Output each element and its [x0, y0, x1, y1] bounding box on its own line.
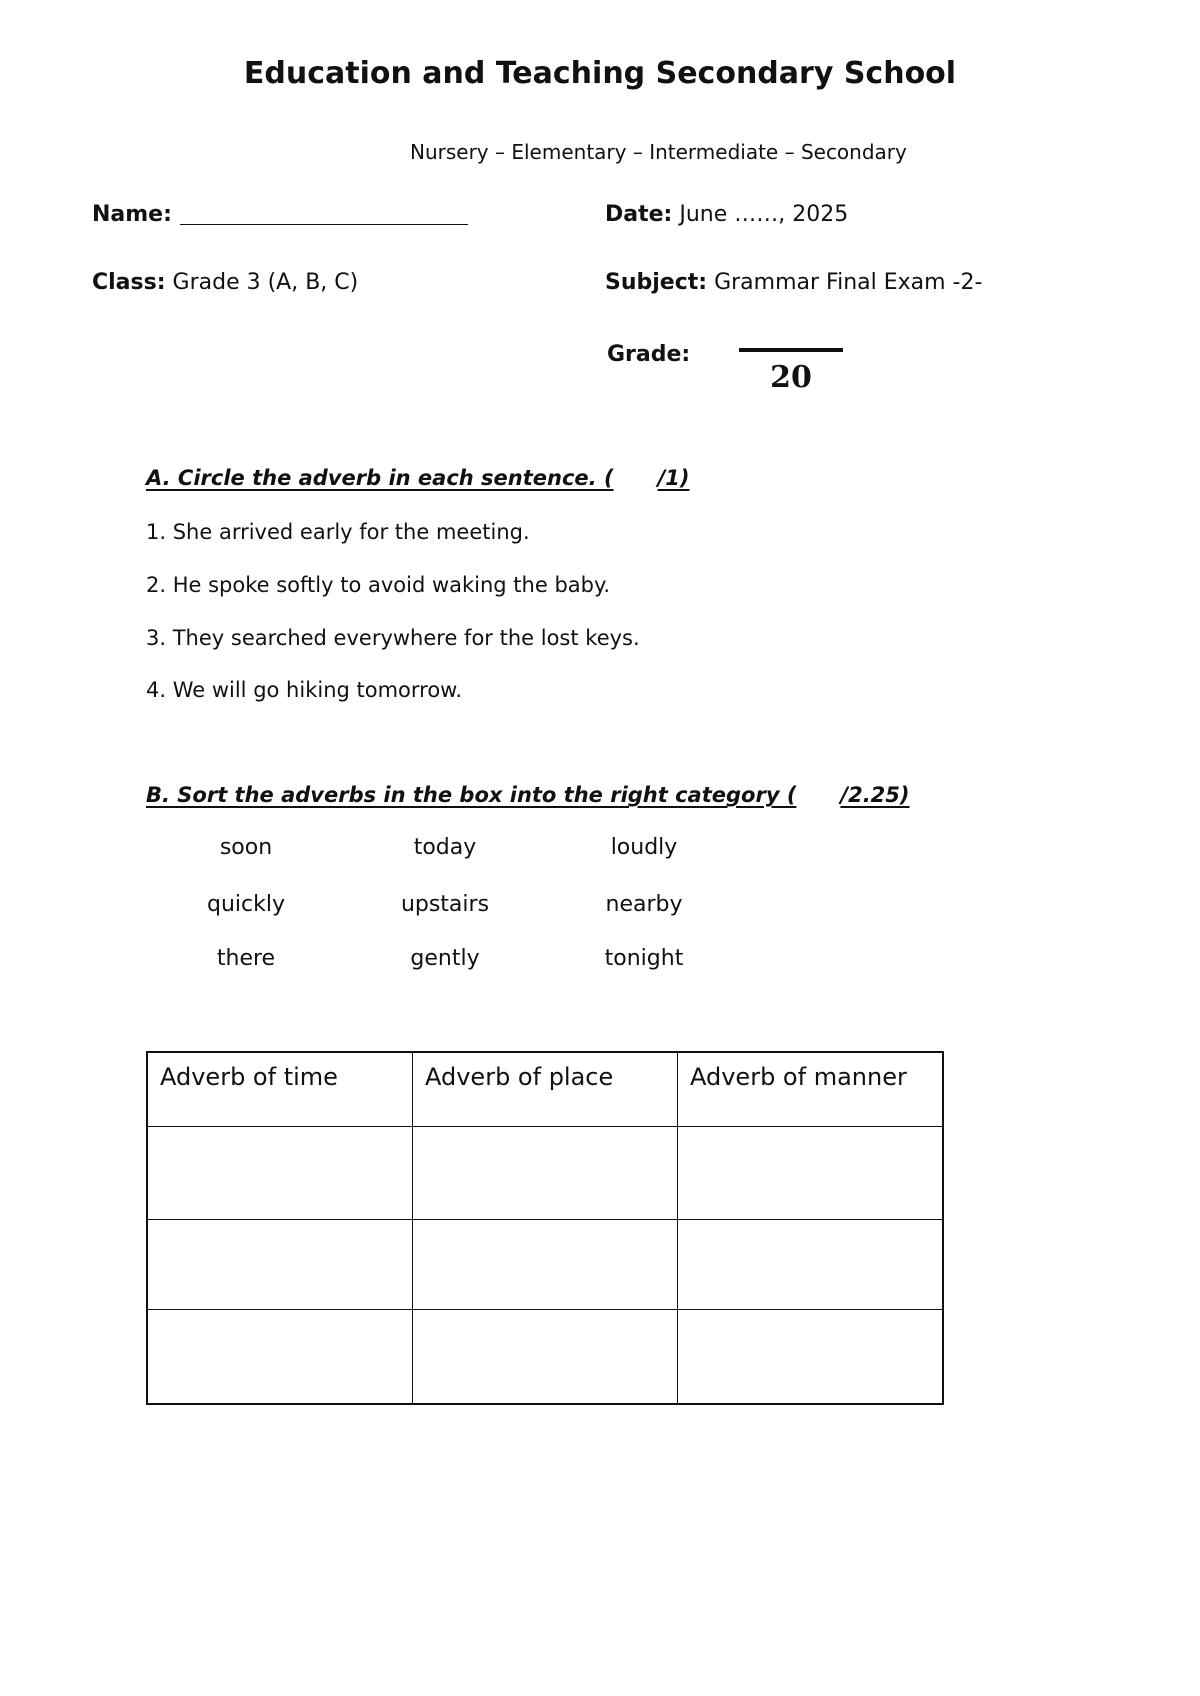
- table-header-row: [147, 1052, 943, 1127]
- header-adverb-of-manner: Adverb of manner: [690, 1063, 907, 1091]
- header-adverb-of-place: Adverb of place: [425, 1063, 614, 1091]
- answer-cell[interactable]: [678, 1220, 944, 1310]
- answer-cell[interactable]: [147, 1310, 413, 1405]
- date-value: June ……, 2025: [679, 202, 849, 227]
- answer-cell[interactable]: [678, 1310, 944, 1405]
- answer-cell[interactable]: [678, 1127, 944, 1220]
- sentence-1[interactable]: 1. She arrived early for the meeting.: [146, 520, 530, 544]
- grade-fraction-line: [739, 348, 843, 352]
- class-field: [92, 270, 358, 295]
- sentence-3[interactable]: 3. They searched everywhere for the lost keys.: [146, 626, 640, 650]
- section-a-heading-text: A. Circle the adverb in each sentence. (: [146, 466, 614, 490]
- class-value: Grade 3 (A, B, C): [172, 270, 359, 295]
- answer-cell[interactable]: [147, 1220, 413, 1310]
- subject-label: Subject:: [605, 270, 708, 295]
- word-box-item: nearby: [605, 892, 683, 917]
- header-adverb-of-time: Adverb of time: [160, 1063, 338, 1091]
- adverb-sort-table: [146, 1051, 944, 1405]
- word-box-item: upstairs: [400, 892, 490, 917]
- grade-total: 20: [770, 360, 812, 395]
- word-box-item: tonight: [604, 946, 684, 971]
- table-header-cell: [413, 1052, 678, 1127]
- subject-value: Grammar Final Exam -2-: [714, 270, 983, 295]
- class-label: Class:: [92, 270, 166, 295]
- date-label: Date:: [605, 202, 673, 227]
- word-box-item: today: [413, 835, 477, 860]
- section-b-score-max: /2.25): [840, 783, 910, 807]
- table-header-cell: [678, 1052, 944, 1127]
- answer-cell[interactable]: [413, 1310, 678, 1405]
- subject-field: [605, 270, 982, 295]
- answer-cell[interactable]: [147, 1127, 413, 1220]
- name-label: Name:: [92, 202, 172, 227]
- table-header-cell: [147, 1052, 413, 1127]
- answer-cell[interactable]: [413, 1220, 678, 1310]
- table-row: [147, 1127, 943, 1220]
- name-field: [92, 202, 468, 227]
- section-b-heading-text: B. Sort the adverbs in the box into the right category (: [146, 783, 797, 807]
- school-levels: Nursery – Elementary – Intermediate – Secondary: [410, 140, 907, 164]
- answer-cell[interactable]: [413, 1127, 678, 1220]
- grade-label: Grade:: [607, 342, 691, 367]
- name-blank-line[interactable]: [180, 202, 468, 225]
- table-row: [147, 1220, 943, 1310]
- section-a-heading: [146, 466, 689, 490]
- sentence-2[interactable]: 2. He spoke softly to avoid waking the baby.: [146, 573, 611, 597]
- word-box-item: gently: [410, 946, 480, 971]
- word-box-item: quickly: [207, 892, 285, 917]
- table-row: [147, 1310, 943, 1405]
- grade-field: [607, 342, 690, 367]
- date-field: [605, 202, 848, 227]
- word-box-item: there: [216, 946, 276, 971]
- school-title: Education and Teaching Secondary School: [243, 56, 957, 91]
- word-box-item: soon: [219, 835, 273, 860]
- section-b-heading: [146, 783, 910, 807]
- sentence-4[interactable]: 4. We will go hiking tomorrow.: [146, 678, 463, 702]
- section-a-score-max: /1): [657, 466, 690, 490]
- word-box-item: loudly: [610, 835, 678, 860]
